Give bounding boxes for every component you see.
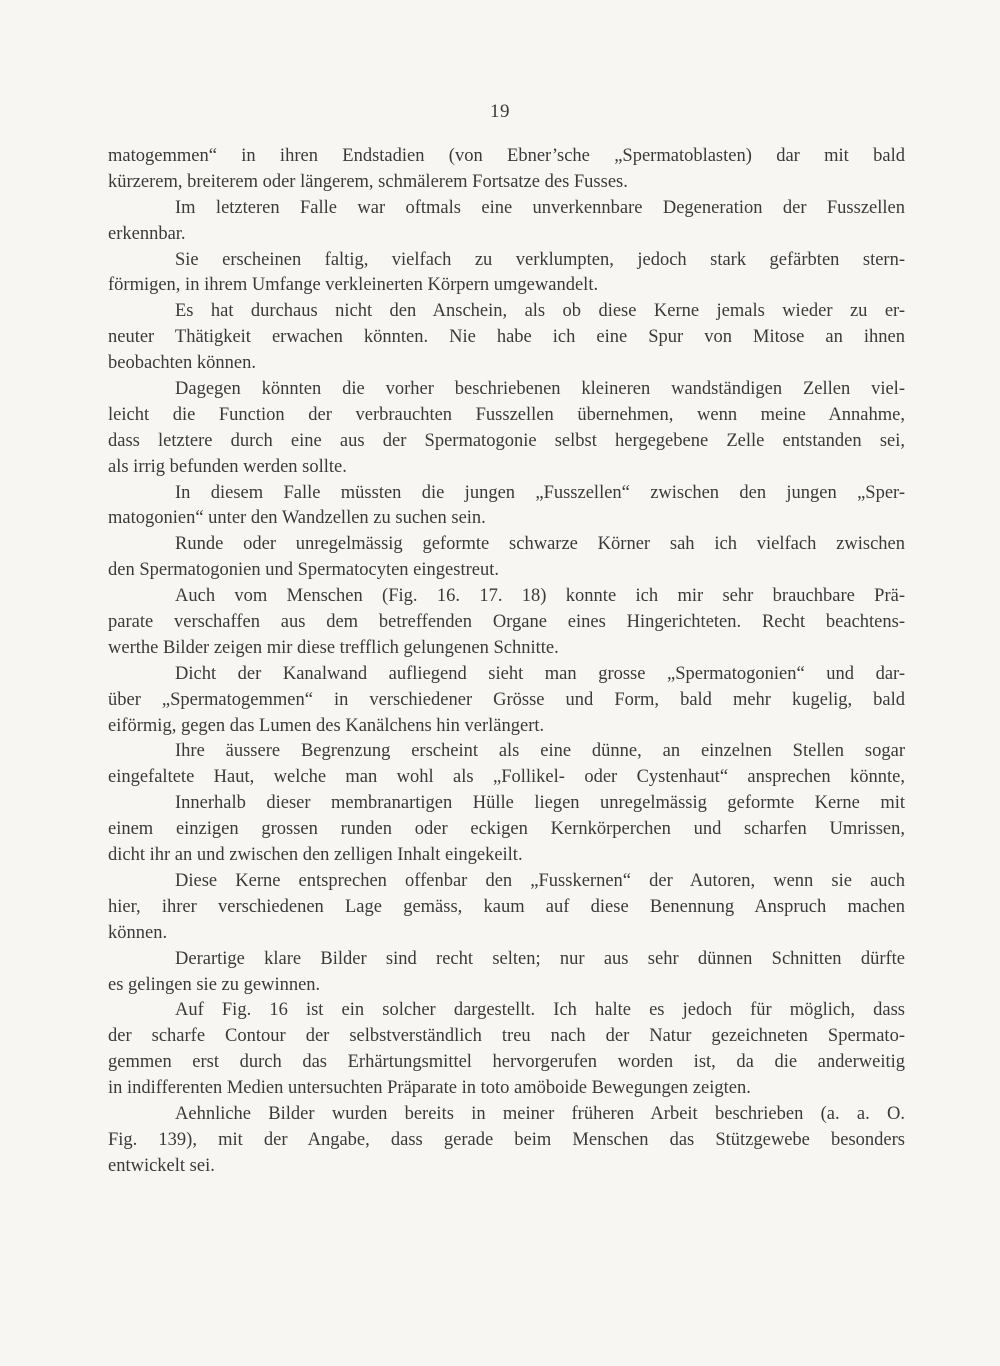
text-line: können.: [108, 922, 168, 943]
text-line: matogonien“ unter den Wandzellen zu suchen sein.: [108, 508, 486, 529]
text-line: in indifferenten Medien untersuchten Präparate in toto amöboide Bewegungen zeigten.: [108, 1078, 751, 1099]
text-line: den Spermatogonien und Spermatocyten eingestreut.: [108, 560, 499, 581]
text-line: matogemmen“ in ihren Endstadien (von Ebner’sche „Spermatoblasten) dar mit bald: [108, 146, 905, 166]
text-line: Aehnliche Bilder wurden bereits in meiner früheren Arbeit beschrieben (a. a. O.: [175, 1103, 905, 1124]
text-line: Auch vom Menschen (Fig. 16. 17. 18) konnte ich mir sehr brauchbare Prä-: [175, 586, 905, 607]
text-line: In diesem Falle müssten die jungen „Fusszellen“ zwischen den jungen „Sper-: [175, 482, 905, 503]
text-line: Runde oder unregelmässig geformte schwarze Körner sah ich vielfach zwischen: [175, 534, 905, 555]
text-line: hier, ihrer verschiedenen Lage gemäss, kaum auf diese Benennung Anspruch machen: [108, 896, 905, 917]
text-line: neuter Thätigkeit erwachen könnten. Nie habe ich eine Spur von Mitose an ihnen: [108, 327, 905, 348]
text-line: leicht die Function der verbrauchten Fusszellen übernehmen, wenn meine Annahme,: [108, 404, 905, 425]
text-line: Im letzteren Falle war oftmals eine unverkennbare Degeneration der Fusszellen: [175, 197, 905, 218]
text-line: entwickelt sei.: [108, 1155, 215, 1176]
text-line: kürzerem, breiterem oder längerem, schmälerem Fortsatze des Fusses.: [108, 171, 628, 192]
text-line: Auf Fig. 16 ist ein solcher dargestellt. Ich halte es jedoch für möglich, dass: [175, 1000, 905, 1021]
text-line: Es hat durchaus nicht den Anschein, als ob diese Kerne jemals wieder zu er-: [175, 301, 905, 322]
text-line: beobachten können.: [108, 353, 256, 374]
text-line: als irrig befunden werden sollte.: [108, 456, 347, 477]
text-line: über „Spermatogemmen“ in verschiedener Grösse und Form, bald mehr kugelig, bald: [108, 689, 905, 710]
text-line: Fig. 139), mit der Angabe, dass gerade beim Menschen das Stützgewebe besonders: [108, 1129, 905, 1150]
text-line: förmigen, in ihrem Umfange verkleinerten Körpern umgewandelt.: [108, 275, 599, 296]
text-line: Derartige klare Bilder sind recht selten; nur aus sehr dünnen Schnitten dürfte: [175, 948, 905, 969]
text-line: Dagegen könnten die vorher beschriebenen kleineren wandständigen Zellen viel-: [175, 379, 905, 400]
text-line: eingefaltete Haut, welche man wohl als „Follikel- oder Cystenhaut“ ansprechen könnte,: [108, 767, 905, 788]
body-text: [108, 144, 905, 1180]
text-line: dicht ihr an und zwischen den zelligen Inhalt eingekeilt.: [108, 845, 523, 866]
text-line: werthe Bilder zeigen mir diese trefflich gelungenen Schnitte.: [108, 637, 559, 658]
text-line: dass letztere durch eine aus der Spermatogonie selbst hergegebene Zelle entstanden sei,: [108, 430, 905, 451]
text-line: Dicht der Kanalwand aufliegend sieht man grosse „Spermatogonien“ und dar-: [175, 663, 905, 684]
text-line: parate verschaffen aus dem betreffenden Organe eines Hingerichteten. Recht beachtens-: [108, 612, 905, 633]
text-line: Diese Kerne entsprechen offenbar den „Fusskernen“ der Autoren, wenn sie auch: [175, 870, 905, 891]
text-line: Innerhalb dieser membranartigen Hülle liegen unregelmässig geformte Kerne mit: [175, 793, 905, 814]
text-line: einem einzigen grossen runden oder eckigen Kernkörperchen und scharfen Umrissen,: [108, 819, 905, 840]
text-line: eiförmig, gegen das Lumen des Kanälchens hin verlängert.: [108, 715, 545, 736]
page-number: 19: [490, 101, 510, 122]
text-line: der scharfe Contour der selbstverständlich treu nach der Natur gezeichneten Spermato-: [108, 1026, 905, 1047]
text-line: Ihre äussere Begrenzung erscheint als eine dünne, an einzelnen Stellen sogar: [175, 741, 905, 762]
text-line: es gelingen sie zu gewinnen.: [108, 974, 321, 995]
text-line: erkennbar.: [108, 223, 186, 244]
text-line: Sie erscheinen faltig, vielfach zu verklumpten, jedoch stark gefärbten stern-: [175, 249, 905, 270]
text-line: gemmen erst durch das Erhärtungsmittel hervorgerufen worden ist, da die anderweitig: [108, 1052, 905, 1073]
